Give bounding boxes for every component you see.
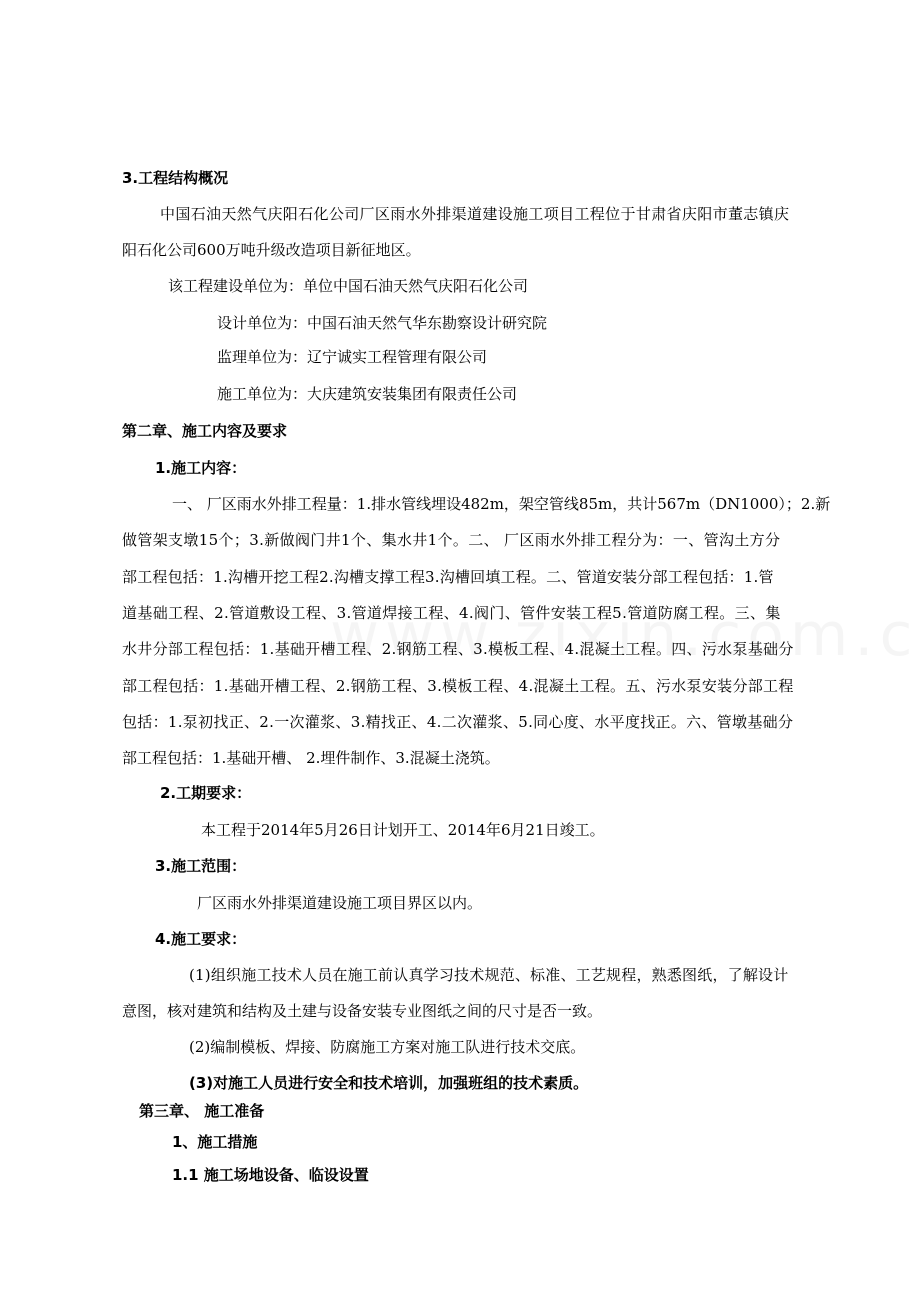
ch2-s1-line: 做管架支墩15个；3.新做阀门井1个、集水井1个。二、 厂区雨水外排工程分为：一、管沟土方分	[122, 531, 781, 549]
ch2-section-4-title: 4.施工要求：	[155, 930, 247, 948]
ch2-s3-text: 厂区雨水外排渠道建设施工项目界区以内。	[197, 894, 483, 912]
ch2-s1-line: 水井分部工程包括：1.基础开槽工程、2.钢筋工程、3.模板工程、4.混凝土工程。四、污水泵基础分	[122, 640, 794, 658]
owner-unit: 该工程建设单位为：单位中国石油天然气庆阳石化公司	[168, 277, 529, 295]
ch2-section-1-title: 1.施工内容：	[155, 459, 247, 477]
supervision-unit: 监理单位为：辽宁诚实工程管理有限公司	[217, 348, 488, 366]
ch2-s4-item1-line2: 意图，核对建筑和结构及土建与设备安装专业图纸之间的尺寸是否一致。	[122, 1002, 603, 1020]
construction-unit: 施工单位为：大庆建筑安装集团有限责任公司	[217, 385, 518, 403]
ch2-section-2-title: 2.工期要求：	[160, 784, 252, 802]
section-3-title: 3.工程结构概况	[122, 169, 229, 187]
design-unit: 设计单位为：中国石油天然气华东勘察设计研究院	[217, 314, 548, 332]
ch2-s1-line: 包括：1.泵初找正、2.一次灌浆、3.精找正、4.二次灌浆、5.同心度、水平度找正。六、管墩基础分	[122, 713, 794, 731]
ch2-section-3-title: 3.施工范围：	[155, 857, 247, 875]
sec3-para-line2: 阳石化公司600万吨升级改造项目新征地区。	[122, 241, 421, 259]
ch3-section-1-1-title: 1.1 施工场地设备、临设设置	[172, 1166, 369, 1184]
sec3-para-line1: 中国石油天然气庆阳石化公司厂区雨水外排渠道建设施工项目工程位于甘肃省庆阳市董志镇庆	[160, 205, 790, 223]
ch2-s1-line: 道基础工程、2.管道敷设工程、3.管道焊接工程、4.阀门、管件安装工程5.管道防腐工程。三、集	[122, 604, 781, 622]
ch2-s1-line: 部工程包括：1.基础开槽、 2.埋件制作、3.混凝土浇筑。	[122, 749, 500, 767]
ch3-section-1-title: 1、施工措施	[172, 1133, 258, 1151]
ch2-s2-text: 本工程于2014年5月26日计划开工、2014年6月21日竣工。	[201, 821, 605, 839]
chapter-3-title: 第三章、 施工准备	[139, 1102, 265, 1120]
ch2-s4-item3: (3)对施工人员进行安全和技术培训，加强班组的技术素质。	[189, 1074, 589, 1092]
ch2-s1-line: 一、 厂区雨水外排工程量：1.排水管线埋设482m，架空管线85m，共计567m（DN1000）；2.新	[172, 495, 831, 513]
ch2-s4-item1-line1: (1)组织施工技术人员在施工前认真学习技术规范、标准、工艺规程，熟悉图纸，了解设计	[189, 966, 789, 984]
chapter-2-title: 第二章、施工内容及要求	[122, 422, 288, 440]
ch2-s1-line: 部工程包括：1.基础开槽工程、2.钢筋工程、3.模板工程、4.混凝土工程。五、污水泵安装分部工程	[122, 677, 794, 695]
ch2-s4-item2: (2)编制模板、焊接、防腐施工方案对施工队进行技术交底。	[189, 1038, 586, 1056]
ch2-s1-line: 部工程包括：1.沟槽开挖工程2.沟槽支撑工程3.沟槽回填工程。二、管道安装分部工程包括：1.管	[122, 568, 774, 586]
